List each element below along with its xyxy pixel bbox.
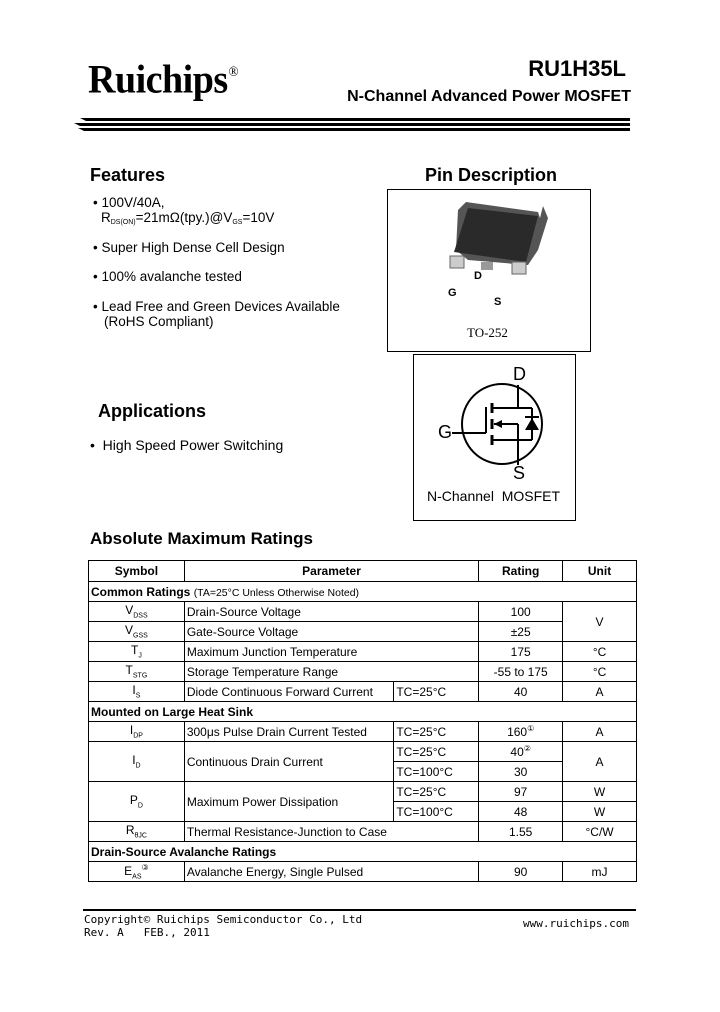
table-row — [89, 642, 637, 662]
table-cell: 90 — [479, 862, 563, 882]
section-row — [89, 702, 637, 722]
feature-item: • 100V/40A, — [93, 195, 165, 210]
table-row — [89, 862, 637, 882]
footer-copyright: Copyright© Ruichips Semiconductor Co., Ltd — [84, 913, 363, 926]
table-cell: TC=25°C — [394, 722, 479, 742]
header-rule — [74, 118, 630, 131]
feature-rohs: (RoHS Compliant) — [104, 314, 214, 329]
brand-logo — [88, 57, 237, 103]
table-cell: mJ — [563, 862, 637, 882]
applications-title: Applications — [98, 401, 207, 421]
part-number: RU1H35L — [528, 56, 626, 81]
table-cell: Avalanche Energy, Single Pulsed — [184, 862, 478, 882]
table-cell: °C — [563, 642, 637, 662]
features-title: Features — [90, 165, 166, 185]
pin-g-label: G — [448, 287, 457, 299]
feature-rds: $R_{DS(ON)}=21m\Omega(tpy.)@V_{GS}=10V$ — [101, 210, 275, 226]
table-cell: 160① — [479, 722, 563, 742]
table-cell: °C — [563, 662, 637, 682]
table-cell: W — [563, 782, 637, 802]
table-row — [89, 682, 637, 702]
table-cell: A — [563, 742, 637, 782]
package-box — [387, 189, 591, 352]
table-cell: $T_J$ — [89, 642, 185, 662]
table-cell: V — [563, 602, 637, 642]
table-cell: 100 — [479, 602, 563, 622]
col-parameter: Parameter — [184, 561, 478, 582]
col-unit: Unit — [563, 561, 637, 582]
table-cell: W — [563, 802, 637, 822]
table-cell: TC=100°C — [394, 802, 479, 822]
table-cell: Mounted on Large Heat Sink — [89, 702, 637, 722]
registered-mark: ® — [228, 63, 239, 79]
table-cell: TC=25°C — [394, 682, 479, 702]
feature-item: • Lead Free and Green Devices Available — [93, 299, 340, 314]
table-cell: 40② — [479, 742, 563, 762]
footer-revision: Rev. A FEB., 2011 — [84, 926, 210, 939]
table-cell: $I_D$ — [89, 742, 185, 782]
brand-name: Ruichips — [88, 57, 228, 103]
table-cell: 175 — [479, 642, 563, 662]
table-cell: Common Ratings (TA=25°C Unless Otherwise Noted) — [89, 582, 637, 602]
table-cell: -55 to 175 — [479, 662, 563, 682]
ratings-table — [88, 560, 637, 882]
table-cell: 40 — [479, 682, 563, 702]
col-symbol: Symbol — [89, 561, 185, 582]
table-row — [89, 602, 637, 622]
schematic-d-label: D — [513, 364, 526, 384]
table-cell: 97 — [479, 782, 563, 802]
table-cell: Gate-Source Voltage — [184, 622, 478, 642]
table-cell: Storage Temperature Range — [184, 662, 478, 682]
table-cell: $P_D$ — [89, 782, 185, 822]
col-rating: Rating — [479, 561, 563, 582]
table-row — [89, 662, 637, 682]
pin-description-title: Pin Description — [425, 165, 558, 185]
table-row — [89, 622, 637, 642]
section-row — [89, 582, 637, 602]
table-cell: $E_{AS}^③$ — [89, 862, 185, 882]
table-cell: Maximum Power Dissipation — [184, 782, 394, 822]
section-row — [89, 842, 637, 862]
table-cell: $I_S$ — [89, 682, 185, 702]
schematic-s-label: S — [513, 463, 526, 483]
table-cell: $R_{\theta JC}$ — [89, 822, 185, 842]
table-cell: A — [563, 722, 637, 742]
table-cell: A — [563, 682, 637, 702]
application-item: • High Speed Power Switching — [90, 437, 284, 453]
table-header-row — [89, 561, 637, 582]
table-cell: °C/W — [563, 822, 637, 842]
feature-item: • 100% avalanche tested — [93, 269, 242, 284]
pin-d-label: D — [474, 270, 482, 282]
table-row — [89, 742, 637, 762]
table-row — [89, 722, 637, 742]
table-cell: Drain-Source Avalanche Ratings — [89, 842, 637, 862]
table-cell: TC=25°C — [394, 742, 479, 762]
table-cell: 48 — [479, 802, 563, 822]
table-cell: 30 — [479, 762, 563, 782]
table-cell: 300μs Pulse Drain Current Tested — [184, 722, 394, 742]
table-cell: TC=25°C — [394, 782, 479, 802]
table-cell: $V_{GSS}$ — [89, 622, 185, 642]
table-cell: Diode Continuous Forward Current — [184, 682, 394, 702]
table-cell: TC=100°C — [394, 762, 479, 782]
table-cell: 1.55 — [479, 822, 563, 842]
table-cell: $I_{DP}$ — [89, 722, 185, 742]
table-cell: $V_{DSS}$ — [89, 602, 185, 622]
table-cell: ±25 — [479, 622, 563, 642]
table-cell: Maximum Junction Temperature — [184, 642, 478, 662]
table-row — [89, 782, 637, 802]
ratings-title: Absolute Maximum Ratings — [90, 529, 313, 548]
product-subtitle: N-Channel Advanced Power MOSFET — [347, 88, 631, 105]
pin-s-label: S — [494, 296, 502, 308]
schematic-caption: N-Channel MOSFET — [427, 488, 561, 504]
table-cell: Continuous Drain Current — [184, 742, 394, 782]
package-label: TO-252 — [467, 325, 508, 340]
footer-website[interactable]: www.ruichips.com — [523, 917, 629, 930]
table-row — [89, 822, 637, 842]
table-cell: Thermal Resistance-Junction to Case — [184, 822, 478, 842]
schematic-box — [413, 354, 576, 521]
footer-rule — [83, 909, 636, 911]
schematic-g-label: G — [438, 422, 453, 442]
feature-item: • Super High Dense Cell Design — [93, 240, 285, 255]
table-cell: Drain-Source Voltage — [184, 602, 478, 622]
table-cell: $T_{STG}$ — [89, 662, 185, 682]
